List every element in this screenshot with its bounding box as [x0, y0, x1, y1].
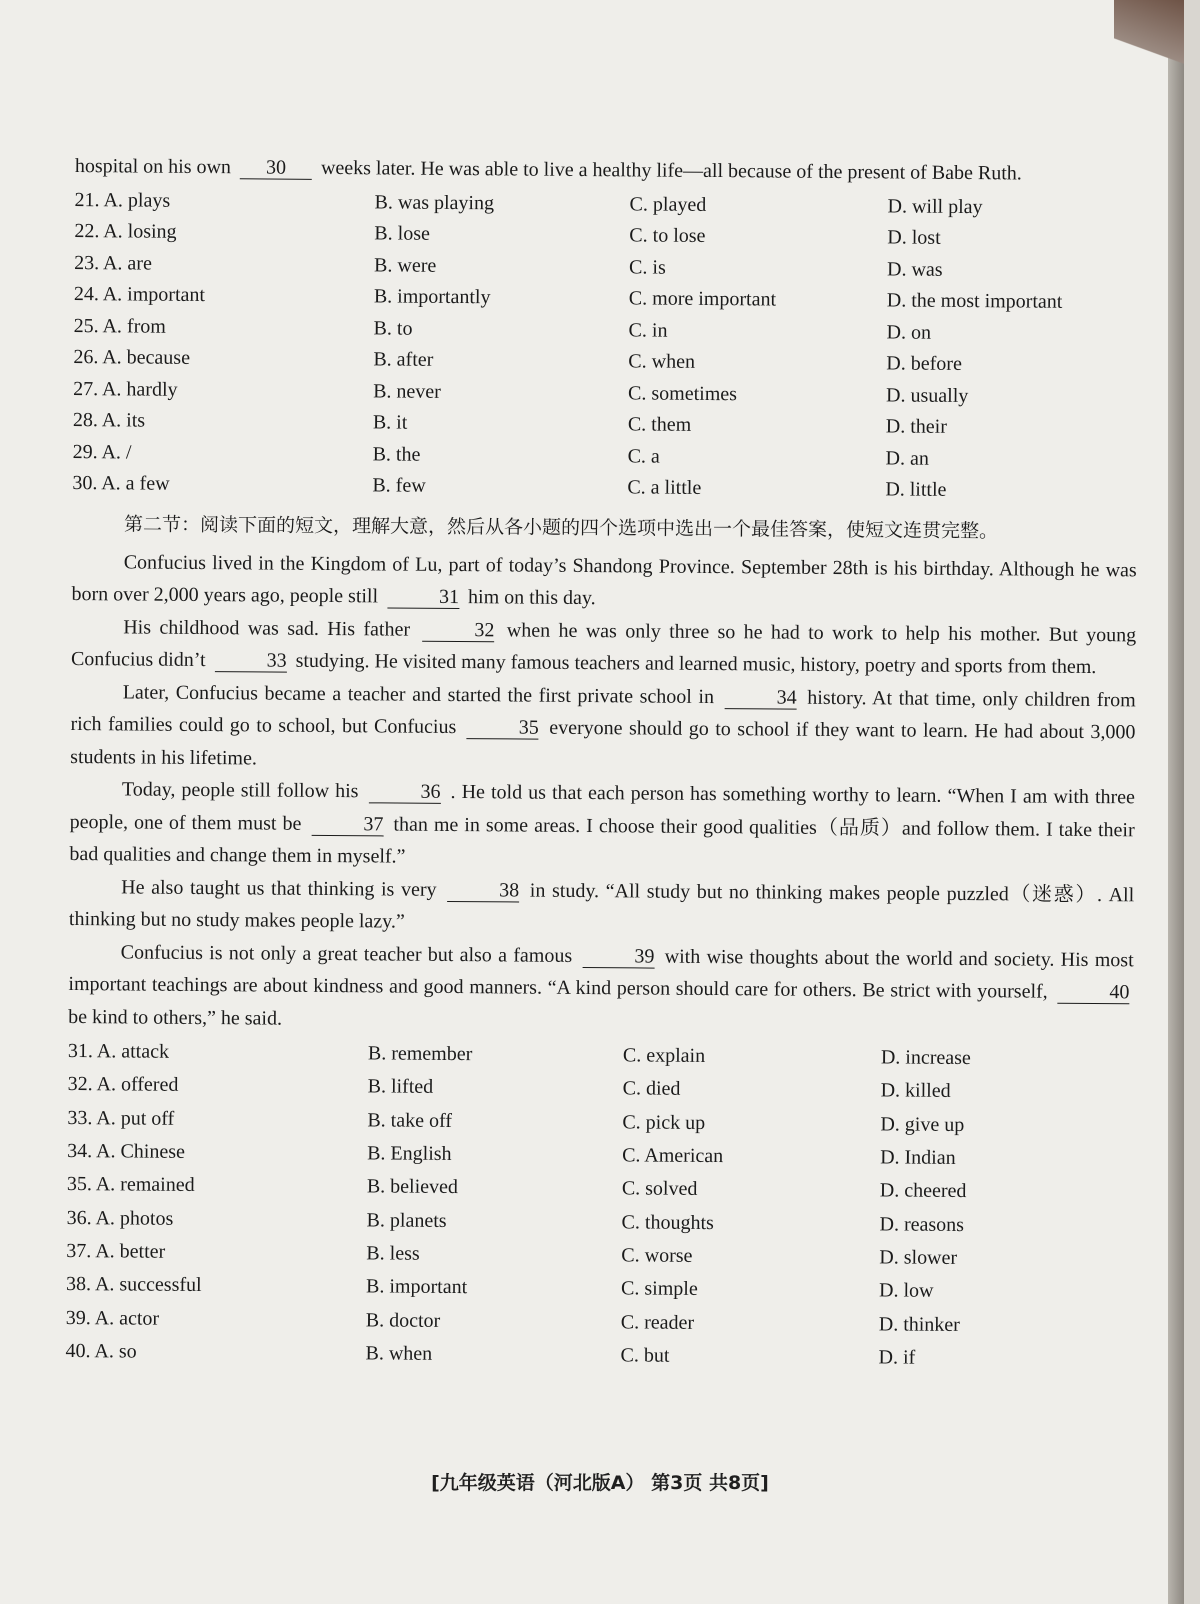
question-number: 26. — [73, 346, 99, 369]
passage-paragraph-3: Later, Confucius became a teacher and started the first private school in 34 history. At that time, only children from rich families could go to school, but Confucius 35 everyone should go to school if they want to learn. He had about 3,000 students in his lifetime. — [70, 680, 1136, 769]
question-number: 36. — [66, 1206, 92, 1229]
option-c: C. but — [620, 1344, 670, 1367]
option-b: B. lose — [374, 222, 430, 246]
page-content — [65, 150, 1140, 1376]
question-number: 30. — [72, 472, 98, 495]
option-d: D. an — [885, 447, 930, 470]
blank-39: 39 — [582, 945, 654, 969]
passage-paragraph-2: His childhood was sad. His father 32 when he was only three so he had to work to help his mother. But young Confucius didn’t 33 studying. He visited many famous teachers and learned music, history, poetry and sports from them. — [70, 615, 1137, 679]
option-a: 23. A. are — [74, 251, 152, 275]
option-b: B. believed — [366, 1175, 459, 1199]
question-number: 33. — [67, 1106, 93, 1129]
option-d: D. increase — [880, 1046, 971, 1070]
option-b: B. doctor — [365, 1308, 441, 1332]
option-b: B. the — [372, 443, 421, 466]
page-edge-shadow — [1168, 0, 1184, 1604]
option-a: 35. A. remained — [66, 1173, 195, 1197]
question-number: 39. — [65, 1306, 91, 1329]
option-d: D. cheered — [879, 1179, 967, 1203]
blank-38: 38 — [447, 878, 519, 902]
option-a: 25. A. from — [73, 314, 166, 338]
option-c: C. American — [622, 1144, 724, 1168]
passage-paragraph-6: Confucius is not only a great teacher but also a famous 39 with wise thoughts about the world and society. His most important teachings are about kindness and good manners. “A kind person should care for others. Be strict with yourself, 40 be kind to others,” he said. — [68, 940, 1134, 1030]
blank-34: 34 — [725, 686, 797, 710]
option-c: C. died — [622, 1077, 681, 1101]
option-b: B. English — [367, 1142, 452, 1166]
option-d: D. give up — [880, 1113, 965, 1136]
option-b: B. lifted — [367, 1075, 434, 1099]
passage-paragraph-1: Confucius lived in the Kingdom of Lu, part of today’s Shandong Province. September 28th is his birthday. Although he was born over 2,000 years ago, people still 31 him on this day. — [71, 550, 1137, 610]
option-b: B. less — [366, 1242, 420, 1265]
passage-intro-text: hospital on his own 30 weeks later. He was able to live a healthy life—all because of the present of Babe Ruth. — [74, 154, 1022, 185]
option-c: C. in — [628, 319, 668, 342]
blank-32: 32 — [422, 618, 494, 642]
question-number: 23. — [74, 251, 100, 274]
question-number: 27. — [73, 377, 99, 400]
option-c: C. more important — [628, 287, 777, 311]
option-d: D. on — [886, 321, 932, 344]
blank-30: 30 — [240, 156, 312, 180]
option-a: 28. A. its — [72, 409, 146, 432]
option-a: 21. A. plays — [74, 188, 171, 212]
option-a: 29. A. / — [72, 440, 132, 464]
question-number: 34. — [67, 1140, 93, 1163]
option-b: B. after — [373, 348, 434, 372]
question-number: 35. — [66, 1173, 92, 1196]
option-b: B. planets — [366, 1208, 447, 1232]
option-a: 32. A. offered — [67, 1073, 179, 1097]
option-d: D. thinker — [878, 1312, 960, 1336]
option-a: 37. A. better — [66, 1239, 166, 1263]
blank-31: 31 — [387, 585, 459, 609]
option-d: D. killed — [880, 1079, 951, 1103]
option-b: B. it — [372, 411, 408, 434]
option-a: 36. A. photos — [66, 1206, 174, 1230]
option-d: D. the most important — [886, 289, 1063, 314]
blank-33: 33 — [215, 649, 287, 673]
page-footer: [九年级英语（河北版A） 第3页 共8页] — [431, 1472, 769, 1494]
question-number: 22. — [74, 220, 100, 243]
option-a: 30. A. a few — [72, 472, 170, 496]
question-number: 32. — [67, 1073, 93, 1096]
question-number: 37. — [66, 1239, 92, 1263]
option-c: C. worse — [621, 1244, 693, 1267]
option-d: D. Indian — [880, 1146, 956, 1169]
option-a: 39. A. actor — [65, 1306, 160, 1330]
option-a: 27. A. hardly — [73, 377, 178, 401]
page-corner-shadow — [1114, 0, 1184, 80]
option-a: 33. A. put off — [67, 1106, 175, 1130]
option-c: C. to lose — [629, 224, 706, 248]
option-b: B. never — [373, 380, 441, 403]
option-b: B. few — [372, 474, 426, 498]
question-number: 21. — [74, 188, 100, 211]
option-a: 34. A. Chinese — [67, 1140, 186, 1163]
option-d: D. slower — [879, 1246, 958, 1269]
option-d: D. lost — [887, 226, 941, 250]
option-d: D. low — [878, 1279, 934, 1302]
blank-36: 36 — [368, 780, 440, 804]
option-d: D. their — [885, 415, 948, 439]
blank-40: 40 — [1057, 981, 1129, 1005]
option-a: 40. A. so — [65, 1339, 137, 1363]
option-d: D. before — [886, 352, 962, 376]
question-options-31-40 — [65, 1035, 1133, 1376]
option-b: B. to — [373, 317, 413, 340]
passage-paragraph-4: Today, people still follow his 36 . He told us that each person has something worthy to learn. “When I am with three people, one of them must be 37 than me in some areas. I choose their good qualities（品质）and follow them. I take their bad qualities and change them in myself.” — [69, 778, 1136, 868]
question-number: 29. — [72, 440, 98, 463]
option-d: D. usually — [886, 384, 969, 407]
question-row — [65, 1335, 1130, 1377]
option-d: D. will play — [887, 195, 983, 218]
question-number: 24. — [73, 283, 99, 306]
option-d: D. was — [887, 258, 943, 281]
option-b: B. when — [365, 1342, 433, 1365]
option-c: C. a little — [627, 476, 702, 500]
option-c: C. played — [629, 193, 707, 216]
option-c: C. when — [628, 350, 696, 374]
question-number: 25. — [73, 314, 99, 337]
blank-35: 35 — [467, 716, 539, 740]
question-number: 40. — [65, 1339, 91, 1362]
option-a: 26. A. because — [73, 346, 191, 370]
option-c: C. is — [629, 256, 666, 279]
section-heading: 第二节：阅读下面的短文，理解大意，然后从各小题的四个选项中选出一个最佳答案，使短文连贯完整。 — [123, 512, 999, 542]
option-a: 24. A. important — [73, 283, 206, 307]
option-c: C. explain — [622, 1044, 706, 1068]
option-c: C. them — [627, 413, 692, 437]
option-a: 22. A. losing — [74, 220, 177, 244]
option-c: C. solved — [621, 1177, 698, 1201]
passage-paragraph-5: He also taught us that thinking is very 38 in study. “All study but no thinking makes people puzzled（迷惑）. All thinking but no study makes people lazy.” — [68, 875, 1135, 933]
option-d: D. little — [885, 478, 947, 502]
option-b: B. remember — [367, 1042, 473, 1066]
question-options-21-30 — [72, 184, 1139, 507]
option-c: C. a — [627, 445, 660, 468]
option-c: C. pick up — [622, 1111, 706, 1134]
option-c: C. simple — [620, 1277, 698, 1301]
option-c: C. sometimes — [628, 382, 738, 405]
question-number: 38. — [66, 1273, 92, 1296]
option-b: B. important — [365, 1275, 468, 1299]
option-c: C. thoughts — [621, 1210, 714, 1234]
option-b: B. was playing — [374, 191, 495, 215]
option-b: B. importantly — [373, 285, 491, 309]
option-a: 38. A. successful — [66, 1273, 202, 1297]
option-d: D. reasons — [879, 1212, 965, 1236]
question-number: 31. — [67, 1040, 94, 1063]
blank-37: 37 — [311, 812, 383, 836]
option-d: D. if — [878, 1346, 916, 1369]
option-a: 31. A. attack — [67, 1040, 170, 1063]
option-b: B. were — [374, 254, 437, 277]
question-number: 28. — [72, 409, 98, 432]
option-c: C. reader — [620, 1310, 695, 1334]
option-b: B. take off — [367, 1109, 453, 1132]
